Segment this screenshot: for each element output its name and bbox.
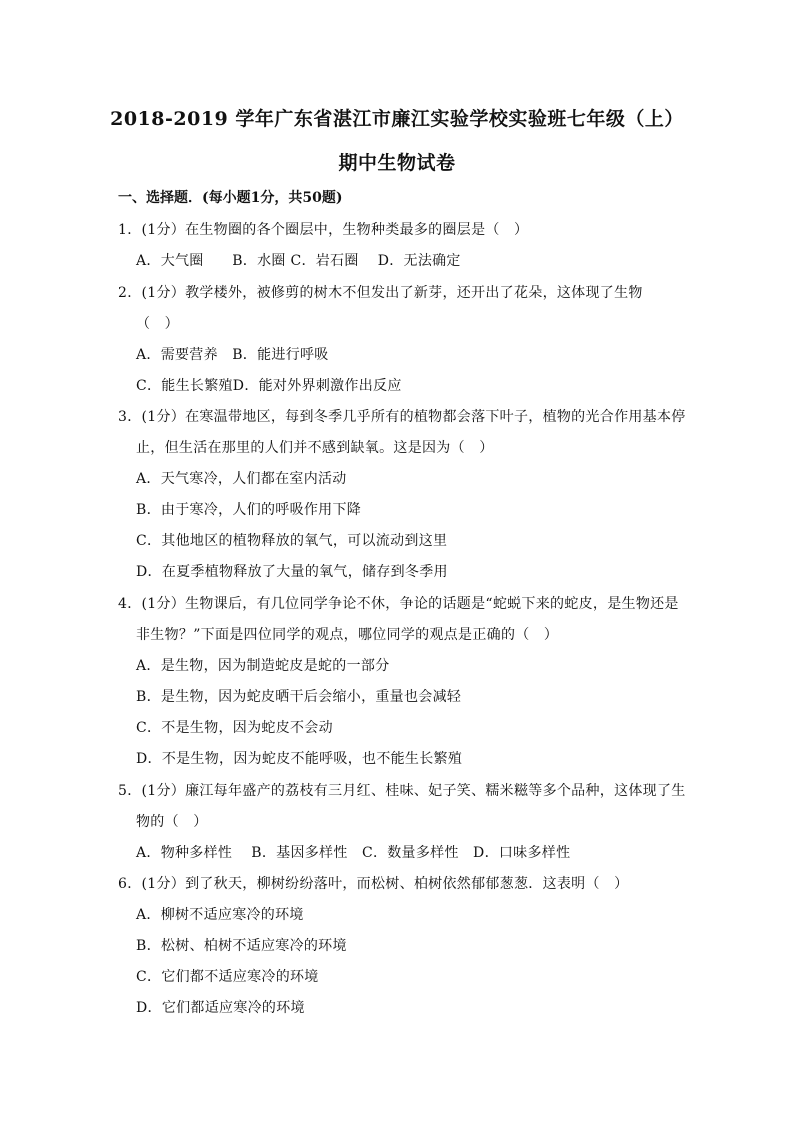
question-5-options: A．物种多样性 B．基因多样性 C．数量多样性 D．口味多样性 — [136, 845, 571, 861]
question-6-option-a: A．柳树不适应寒冷的环境 — [136, 907, 304, 923]
question-5-stem: 5．(1分）廉江每年盛产的荔枝有三月红、桂味、妃子笑、糯米糍等多个品种，这体现了生 — [118, 783, 686, 799]
question-4-option-d: D．不是生物，因为蛇皮不能呼吸，也不能生长繁殖 — [136, 751, 463, 767]
question-2-stem-cont: （ ） — [136, 316, 179, 332]
question-6-option-d: D．它们都适应寒冷的环境 — [136, 1000, 305, 1016]
question-6-option-b: B．松树、柏树不适应寒冷的环境 — [136, 938, 347, 954]
question-6-stem: 6．(1分）到了秋天，柳树纷纷落叶，而松树、柏树依然郁郁葱葱．这表明（ ） — [118, 876, 629, 892]
question-6-option-c: C．它们都不适应寒冷的环境 — [136, 969, 319, 985]
question-3-option-b: B．由于寒冷，人们的呼吸作用下降 — [136, 502, 362, 518]
question-5-stem-cont: 物的（ ） — [136, 814, 208, 830]
question-2-option-ab: A．需要营养 B．能进行呼吸 — [136, 347, 329, 363]
question-3-option-a: A．天气寒冷，人们都在室内活动 — [136, 471, 347, 487]
question-3-stem-cont: 止，但生活在那里的人们并不感到缺氧。这是因为（ ） — [136, 440, 494, 456]
question-1-stem: 1．(1分）在生物圈的各个圈层中，生物种类最多的圈层是（ ） — [118, 222, 529, 238]
question-3-stem: 3．(1分）在寒温带地区，每到冬季几乎所有的植物都会落下叶子，植物的光合作用基本停 — [118, 409, 686, 425]
page-title-line-2: 期中生物试卷 — [338, 152, 456, 174]
section-heading: 一、选择题．(每小题1分，共50题) — [118, 190, 343, 206]
question-3-option-d: D．在夏季植物释放了大量的氧气，储存到冬季用 — [136, 564, 448, 580]
question-4-option-b: B．是生物，因为蛇皮晒干后会缩小，重量也会减轻 — [136, 689, 462, 705]
question-4-option-c: C．不是生物，因为蛇皮不会动 — [136, 720, 333, 736]
question-3-option-c: C．其他地区的植物释放的氧气，可以流动到这里 — [136, 533, 448, 549]
question-2-option-cd: C．能生长繁殖D．能对外界刺激作出反应 — [136, 378, 402, 394]
page-title-line-1: 2018-2019 学年广东省湛江市廉江实验学校实验班七年级（上） — [110, 108, 684, 130]
question-4-stem: 4．(1分）生物课后，有几位同学争论不休，争论的话题是“蛇蜕下来的蛇皮，是生物还是 — [118, 596, 679, 612]
question-2-stem: 2．(1分）教学楼外，被修剪的树木不但发出了新芽，还开出了花朵，这体现了生物 — [118, 285, 643, 301]
question-4-option-a: A．是生物，因为制造蛇皮是蛇的一部分 — [136, 658, 390, 674]
question-1-options: A．大气圈 B．水圈 C．岩石圈 D．无法确定 — [136, 253, 461, 269]
question-4-stem-cont: 非生物？”下面是四位同学的观点，哪位同学的观点是正确的（ ） — [136, 627, 559, 643]
